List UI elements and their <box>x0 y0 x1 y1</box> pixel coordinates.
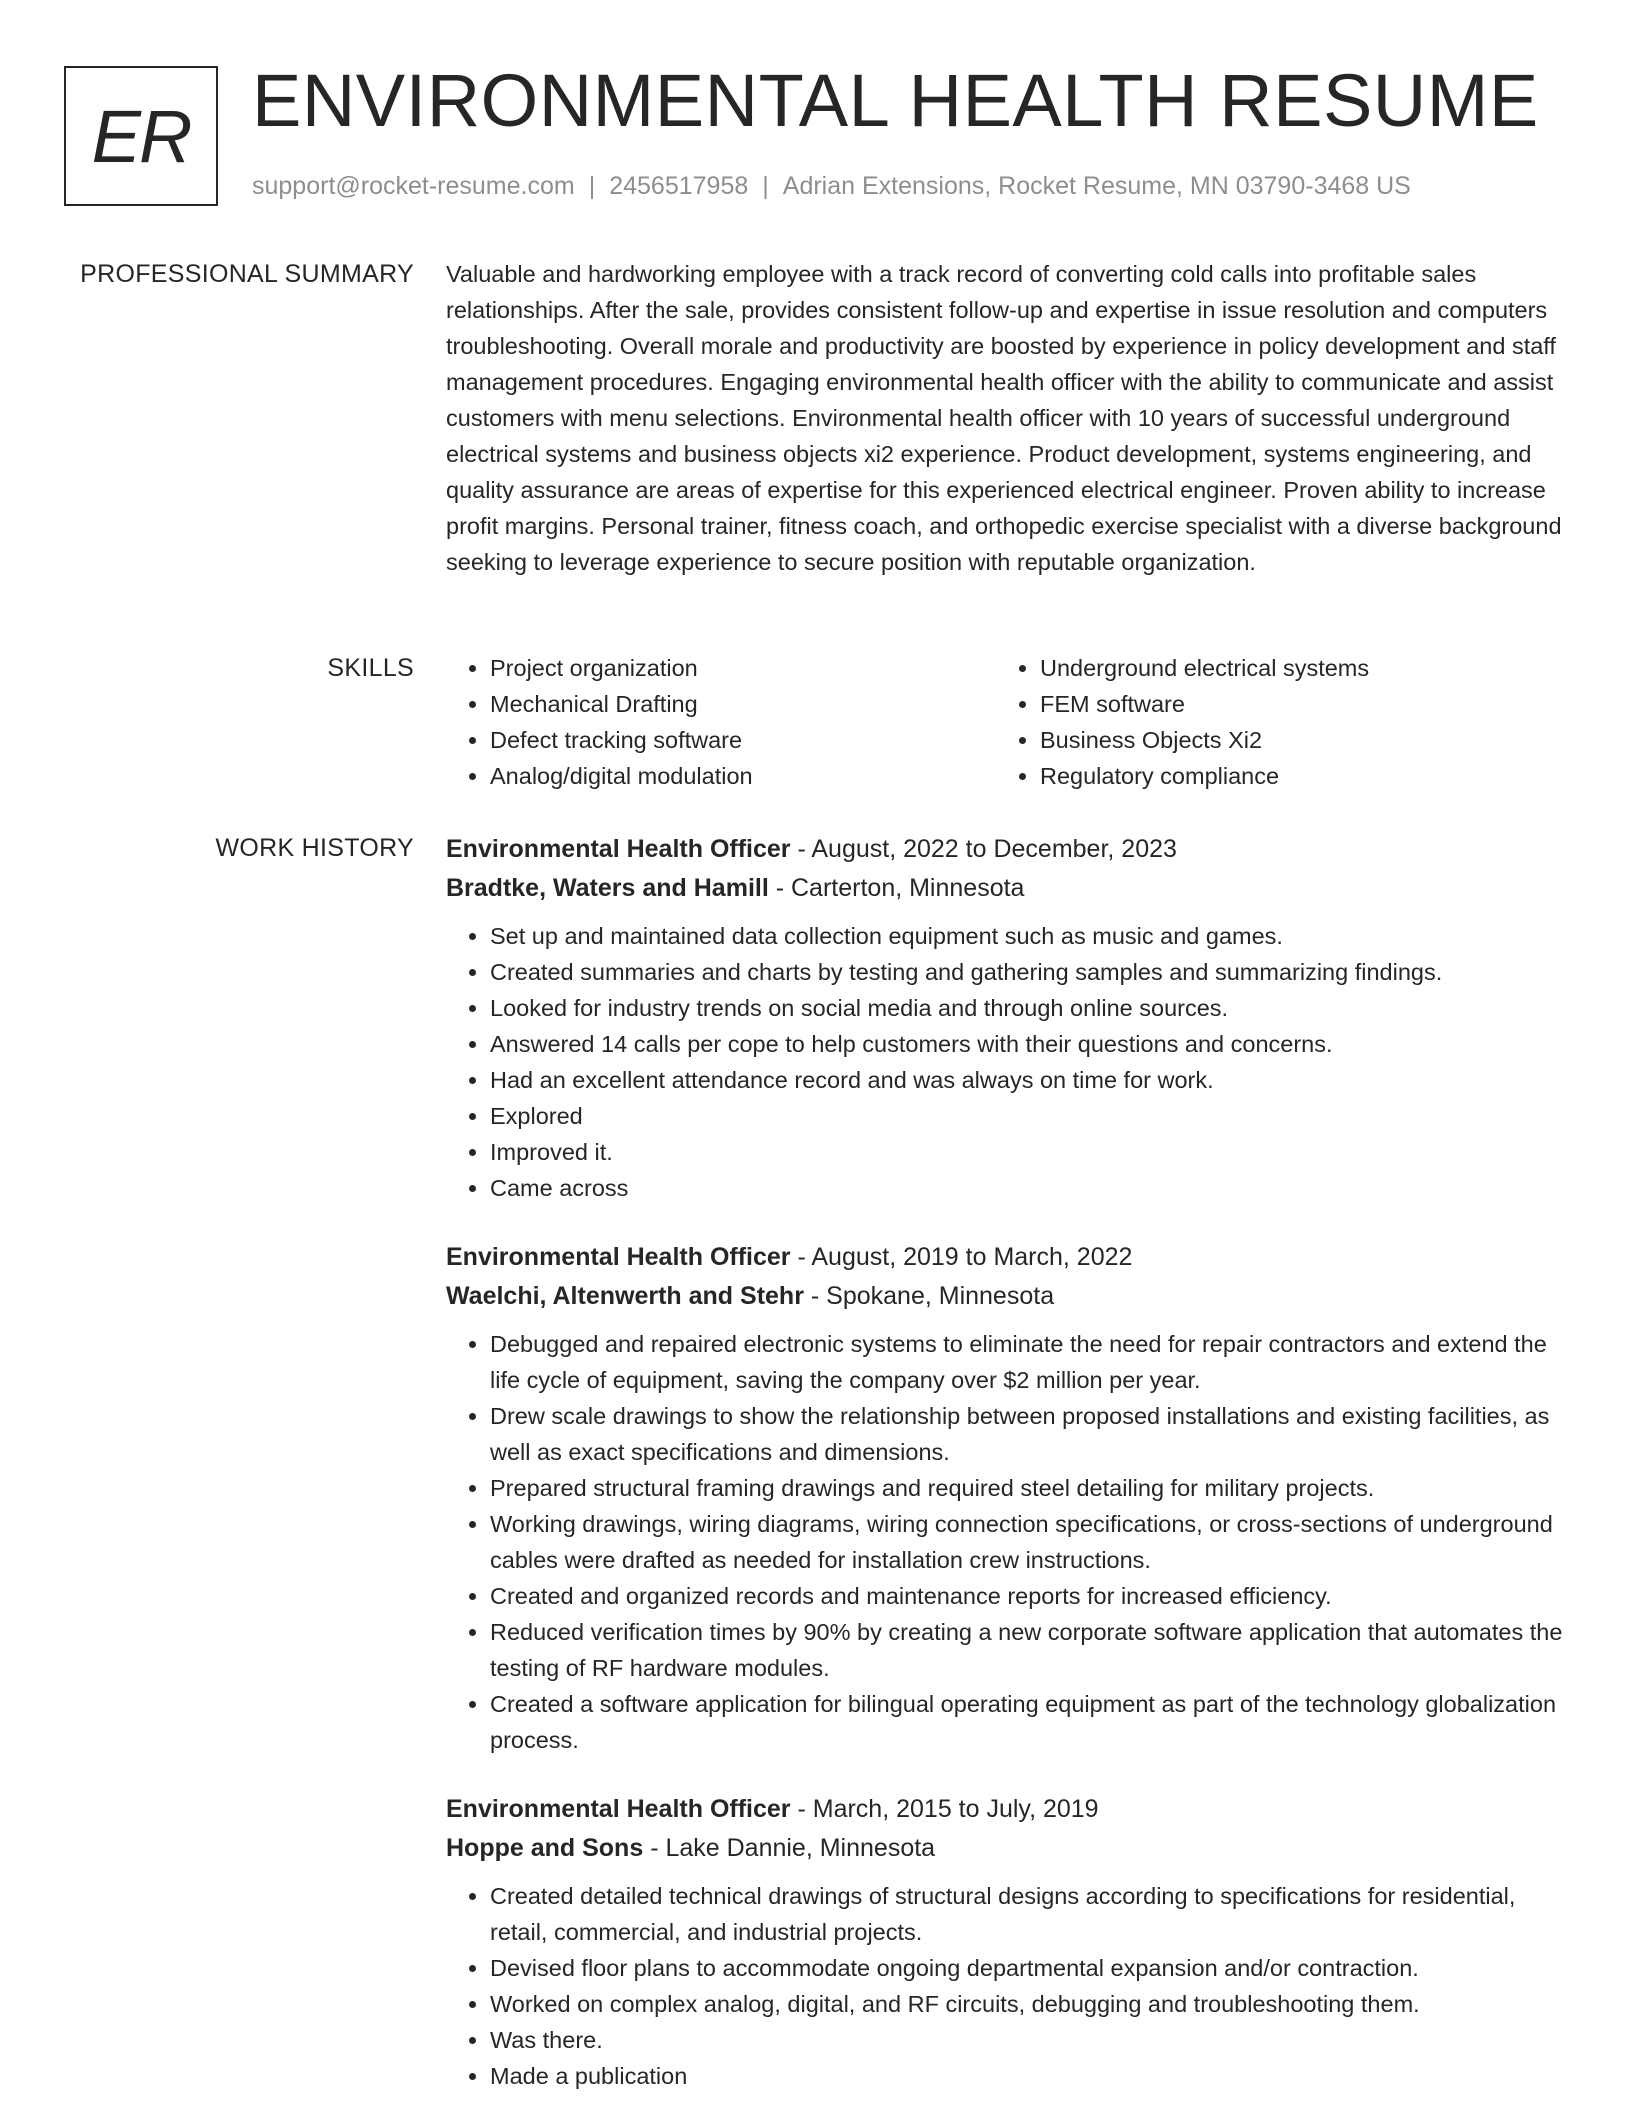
job-bullet: • Explored <box>490 1098 1566 1134</box>
contact-phone[interactable]: 2456517958 <box>609 172 749 200</box>
job-bullet: • Created and organized records and maintenance reports for increased efficiency. <box>490 1578 1566 1614</box>
job-bullet: • Working drawings, wiring diagrams, wiring connection specifications, or cross-sections of underground cables were drafted as needed for installation crew instructions. <box>490 1506 1566 1578</box>
job-bullet: • Worked on complex analog, digital, and RF circuits, debugging and troubleshooting them. <box>490 1986 1566 2022</box>
skill-item: • Analog/digital modulation <box>490 758 996 794</box>
job-bullet: • Devised floor plans to accommodate ongoing departmental expansion and/or contraction. <box>490 1950 1566 1986</box>
job-role-line <box>446 830 1566 869</box>
skill-item: • FEM software <box>1040 686 1546 722</box>
job-bullets <box>446 1326 1566 1758</box>
skill-item: • Regulatory compliance <box>1040 758 1546 794</box>
monogram-badge: ER <box>64 66 218 206</box>
job-bullet: • Came across <box>490 1170 1566 1206</box>
job-bullet: • Reduced verification times by 90% by creating a new corporate software application that automates the testing of RF hardware modules. <box>490 1614 1566 1686</box>
summary-body <box>446 256 1566 580</box>
job-role: Environmental Health Officer <box>446 835 791 863</box>
job-company-line <box>446 1277 1566 1316</box>
job-bullet: • Drew scale drawings to show the relationship between proposed installations and existing facilities, as well as exact specifications and dimensions. <box>490 1398 1566 1470</box>
contact-separator: | <box>762 172 769 200</box>
job-role: Environmental Health Officer <box>446 1243 791 1271</box>
job-dates: - August, 2022 to December, 2023 <box>797 835 1177 863</box>
job-bullet: • Set up and maintained data collection equipment such as music and games. <box>490 918 1566 954</box>
job-bullet: • Created summaries and charts by testing and gathering samples and summarizing findings. <box>490 954 1566 990</box>
job-bullet: • Created detailed technical drawings of structural designs according to specifications for residential, retail, commercial, and industrial projects. <box>490 1878 1566 1950</box>
job-bullet: • Looked for industry trends on social media and through online sources. <box>490 990 1566 1026</box>
job-bullets <box>446 918 1566 1206</box>
skills-body <box>446 650 1566 794</box>
summary-heading: PROFESSIONAL SUMMARY <box>80 260 414 288</box>
job-bullet: • Debugged and repaired electronic systems to eliminate the need for repair contractors and extend the life cycle of equipment, saving the company over $2 million per year. <box>490 1326 1566 1398</box>
job-location: - Lake Dannie, Minnesota <box>650 1834 936 1862</box>
skills-columns <box>446 650 1566 794</box>
skill-item: • Mechanical Drafting <box>490 686 996 722</box>
summary-text: Valuable and hardworking employee with a track record of converting cold calls into profitable sales relationships. After the sale, provides consistent follow-up and expertise in issue resolution and computers troubleshooting. Overall morale and productivity are boosted by experience in policy development and staff management procedures. Engaging environmental health officer with the ability to communicate and assist customers with menu selections. Environmental health officer with 10 years of successful underground electrical systems and business objects xi2 experience. Product development, systems engineering, and quality assurance are areas of expertise for this experienced electrical engineer. Proven ability to increase profit margins. Personal trainer, fitness coach, and orthopedic exercise specialist with a diverse background seeking to leverage experience to secure position with reputable organization. <box>446 261 1562 575</box>
work-body <box>446 830 1566 2112</box>
skill-item: • Underground electrical systems <box>1040 650 1546 686</box>
contact-separator: | <box>588 172 596 200</box>
job-role: Environmental Health Officer <box>446 1795 791 1823</box>
job-entry <box>446 1790 1566 2094</box>
job-role-line <box>446 1238 1566 1277</box>
skill-item: • Defect tracking software <box>490 722 996 758</box>
skill-item: • Project organization <box>490 650 996 686</box>
job-dates: - August, 2019 to March, 2022 <box>797 1243 1133 1271</box>
job-location: - Spokane, Minnesota <box>810 1282 1055 1310</box>
job-location: - Carterton, Minnesota <box>775 874 1025 902</box>
skills-heading: SKILLS <box>327 654 414 682</box>
job-entry <box>446 1238 1566 1758</box>
job-bullet: • Created a software application for bilingual operating equipment as part of the technology globalization process. <box>490 1686 1566 1758</box>
job-bullets <box>446 1878 1566 2094</box>
job-company: Bradtke, Waters and Hamill <box>446 874 769 902</box>
contact-line <box>252 172 1411 201</box>
job-bullet: • Made a publication <box>490 2058 1566 2094</box>
job-bullet: • Prepared structural framing drawings and required steel detailing for military projects. <box>490 1470 1566 1506</box>
job-company-line <box>446 1829 1566 1868</box>
job-dates: - March, 2015 to July, 2019 <box>797 1795 1099 1823</box>
job-entry <box>446 830 1566 1206</box>
job-company: Hoppe and Sons <box>446 1834 644 1862</box>
resume-title: ENVIRONMENTAL HEALTH RESUME <box>252 59 1539 142</box>
job-bullet: • Answered 14 calls per cope to help customers with their questions and concerns. <box>490 1026 1566 1062</box>
work-heading: WORK HISTORY <box>215 834 414 862</box>
job-role-line <box>446 1790 1566 1829</box>
skill-item: • Business Objects Xi2 <box>1040 722 1546 758</box>
job-company-line <box>446 869 1566 908</box>
skills-list-right <box>996 650 1546 794</box>
job-company: Waelchi, Altenwerth and Stehr <box>446 1282 804 1310</box>
contact-address: Adrian Extensions, Rocket Resume, MN 03790-3468 US <box>782 172 1411 200</box>
job-bullet: • Was there. <box>490 2022 1566 2058</box>
job-bullet: • Improved it. <box>490 1134 1566 1170</box>
contact-email[interactable]: support@rocket-resume.com <box>252 172 575 200</box>
skills-list-left <box>446 650 996 794</box>
job-bullet: • Had an excellent attendance record and was always on time for work. <box>490 1062 1566 1098</box>
